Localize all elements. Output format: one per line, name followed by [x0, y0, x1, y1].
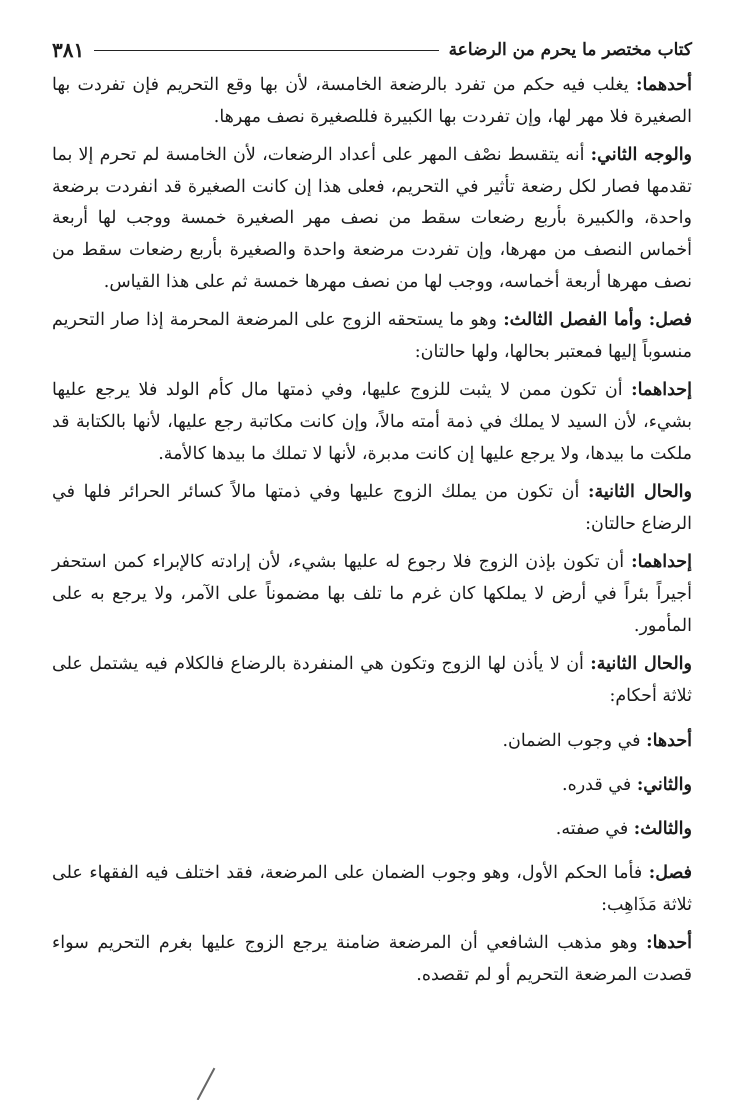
paragraph-text: أن تكون بإذن الزوج فلا رجوع له عليها بشيء، لأن إرادته كالإبراء كمن استحفر أجيراً بئراً في أرض لا يملكها كان غرم ما تلف بها مضموناً على الآمر، ولا يرجع به على المأمور. [52, 552, 692, 636]
paragraph-text: أن لا يأذن لها الزوج وتكون هي المنفردة بالرضاع فالكلام فيه يشتمل على ثلاثة أحكام: [52, 654, 692, 706]
paragraph-lead: والوجه الثاني: [590, 145, 693, 166]
paragraph [52, 477, 692, 540]
paragraph-text: أن تكون ممن لا يثبت للزوج عليها، وفي ذمتها مال كأم الولد فلا يرجع عليها بشيء، لأن السيد لا يملك في ذمة أمته مالاً، وإن كانت مكاتبة رجع عليها، لأنها بالكتابة قد ملكت ما بيدها، ولا يرجع عليها إن كانت مدبرة، لأنها لا تملك ما بيدها كالأمة. [52, 380, 692, 464]
list-item-lead: والثالث: [633, 819, 692, 840]
pen-stroke-mark [197, 1068, 216, 1100]
paragraph [52, 928, 692, 991]
list-item-lead: أحدها: [646, 731, 692, 752]
paragraph [52, 70, 692, 133]
paragraph-text: وهو مذهب الشافعي أن المرضعة ضامنة يرجع الزوج عليها بغرم التحريم سواء قصدت المرضعة التحريم أو لم تقصده. [52, 933, 692, 986]
paragraph-lead: فصل: [648, 863, 692, 884]
list-item [52, 814, 692, 858]
list-item-text: في صفته. [555, 819, 634, 840]
paragraph [52, 375, 692, 470]
paragraph-lead: إحداهما: [631, 552, 692, 573]
paragraph-text: أن تكون من يملك الزوج عليها وفي ذمتها مالاً كسائر الحرائر فلها في الرضاع حالتان: [52, 482, 692, 534]
paragraph-text: أنه يتقسط نصْف المهر على أعداد الرضعات، لأن الخامسة لم تحرم إلا بما تقدمها فصار لكل رضعة تأثير في التحريم، فعلى هذا إن كانت الصغيرة قد انفردت برضعة واحدة، والكبيرة بأربع رضعات سقط من نصف مهر الصغيرة خمسة ووجب لها أربعة أخماس النصف من مهرها، وإن تفردت مرضعة واحدة والصغيرة بأربع رضعات سقط من نصف مهرها أربعة أخماسه، ووجب لها من نصف مهرها خمسة ثم على هذا القياس. [52, 145, 692, 292]
paragraph-lead: فصل: وأما الفصل الثالث: [503, 310, 693, 331]
paragraph-lead: أحدها: [646, 933, 692, 954]
running-header [52, 36, 692, 64]
paragraph [52, 858, 692, 921]
book-title: كتاب مختصر ما يحرم من الرضاعة [448, 40, 692, 60]
paragraph-lead: إحداهما: [631, 380, 692, 401]
list-item [52, 770, 692, 814]
paragraph-text: وهو ما يستحقه الزوج على المرضعة المحرمة إذا صار التحريم منسوباً إليها فمعتبر بحالها، ولها حالتان: [52, 310, 692, 362]
page-number: ٣٨١ [52, 38, 85, 62]
paragraph-text: فأما الحكم الأول، وهو وجوب الضمان على المرضعة، فقد اختلف فيه الفقهاء على ثلاثة مَذَاهِب: [52, 863, 692, 915]
list-item-lead: والثاني: [636, 775, 692, 796]
paragraph-lead: والحال الثانية: [590, 654, 692, 675]
paragraph [52, 140, 692, 298]
paragraph [52, 305, 692, 368]
paragraph-lead: والحال الثانية: [588, 482, 692, 503]
paragraph-text: يغلب فيه حكم من تفرد بالرضعة الخامسة، لأن بها وقع التحريم فإن تفردت بها الصغيرة فلا مهر لها، وإن تفردت بها الكبيرة فللصغيرة نصف مهرها. [52, 75, 692, 127]
paragraph [52, 547, 692, 642]
paragraph [52, 649, 692, 712]
list-item [52, 726, 692, 770]
book-page [52, 36, 692, 992]
header-rule [94, 50, 438, 51]
paragraph-lead: أحدهما: [635, 75, 692, 95]
list-item-text: في وجوب الضمان. [502, 731, 647, 752]
list-item-text: في قدره. [562, 775, 637, 796]
